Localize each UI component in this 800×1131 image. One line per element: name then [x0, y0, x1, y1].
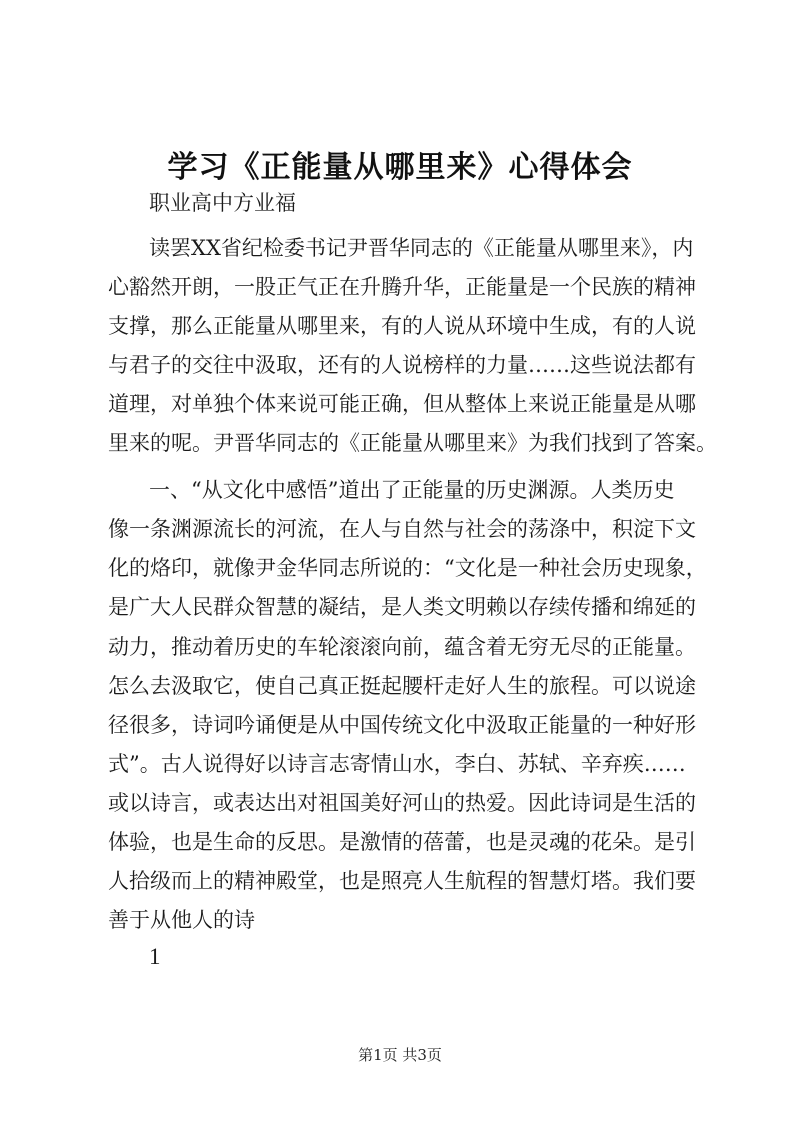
paragraph-line: 与君子的交往中汲取，还有的人说榜样的力量……这些说法都有 — [108, 353, 696, 377]
paragraph-line: 或以诗言，或表达出对祖国美好河山的热爱。因此诗词是生活的 — [108, 791, 696, 815]
paragraph-line: 像一条渊源流长的河流，在人与自然与社会的荡涤中，积淀下文 — [108, 517, 696, 541]
paragraph-line: 读罢XX省纪检委书记尹晋华同志的《正能量从哪里来》，内 — [149, 236, 694, 260]
paragraph-line: 化的烙印，就像尹金华同志所说的：“文化是一种社会历史现象， — [108, 556, 707, 580]
paragraph-line: 里来的呢。尹晋华同志的《正能量从哪里来》为我们找到了答案。 — [108, 431, 717, 455]
author-line: 职业高中方业福 — [149, 191, 296, 215]
paragraph-line: 支撑，那么正能量从哪里来，有的人说从环境中生成，有的人说 — [108, 314, 696, 338]
document-title: 学习《正能量从哪里来》心得体会 — [167, 150, 633, 185]
paragraph-line: 心豁然开朗，一股正气正在升腾升华，正能量是一个民族的精神 — [108, 275, 696, 299]
paragraph-line: 怎么去汲取它，使自己真正挺起腰杆走好人生的旅程。可以说途 — [108, 674, 696, 698]
paragraph-line: 体验，也是生命的反思。是激情的蓓蕾，也是灵魂的花朵。是引 — [108, 830, 696, 854]
paragraph-line: 一、“从文化中感悟”道出了正能量的历史渊源。人类历史 — [149, 478, 675, 502]
paragraph-line: 是广大人民群众智慧的凝结，是人类文明赖以存续传播和绵延的 — [108, 595, 696, 619]
paragraph-line: 动力，推动着历史的车轮滚滚向前，蕴含着无穷无尽的正能量。 — [108, 635, 696, 659]
paragraph-line: 道理，对单独个体来说可能正确，但从整体上来说正能量是从哪 — [108, 392, 696, 416]
paragraph-line: 式”。古人说得好以诗言志寄情山水，李白、苏轼、辛弃疾…… — [108, 752, 686, 776]
page-number: 1 — [149, 944, 161, 969]
page-footer: 第1页 共3页 — [358, 1046, 442, 1064]
paragraph-line: 径很多，诗词吟诵便是从中国传统文化中汲取正能量的一种好形 — [108, 713, 696, 737]
paragraph-line: 人拾级而上的精神殿堂，也是照亮人生航程的智慧灯塔。我们要 — [108, 869, 696, 893]
paragraph-line: 善于从他人的诗 — [108, 908, 255, 932]
